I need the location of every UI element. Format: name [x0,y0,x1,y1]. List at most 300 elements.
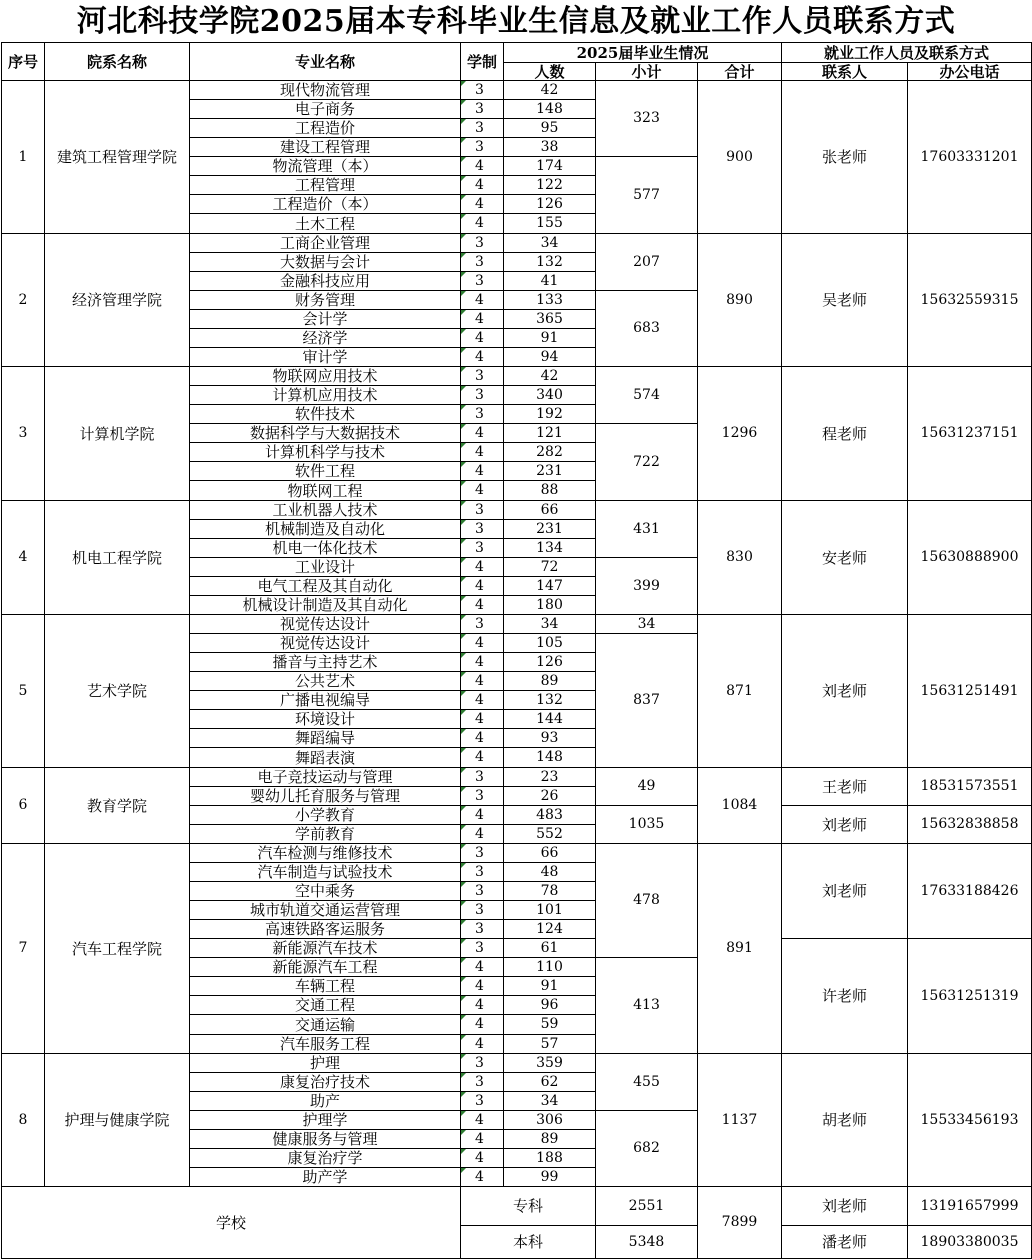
cell-marker-icon [461,996,466,1001]
dept-total: 830 [726,549,753,565]
major-count: 134 [536,539,563,556]
major-years: 3 [475,138,484,155]
grid-line [907,233,908,367]
cell-marker-icon [461,386,466,391]
cell-marker-icon [461,539,466,544]
cell-marker-icon [461,272,466,277]
major-count: 59 [540,1016,559,1032]
major-count: 483 [536,806,563,823]
major-years: 4 [475,348,484,365]
dept-name: 护理与健康学院 [64,1111,170,1129]
contact-name: 刘老师 [821,682,867,700]
header-dept: 院系名称 [86,52,147,71]
major-name: 工业机器人技术 [272,501,378,519]
header-seq: 序号 [7,52,38,71]
header-count: 人数 [534,62,565,80]
cell-marker-icon [461,329,466,334]
major-count: 93 [540,729,559,746]
contact-name: 王老师 [821,777,867,796]
major-count: 148 [536,100,563,117]
grid-line [781,767,782,844]
subtotal-value: 34 [637,615,656,632]
grid-line [697,62,698,81]
contact-phone: 17603331201 [920,148,1019,165]
major-name: 高速铁路客运服务 [264,920,385,938]
grid-line [44,614,45,768]
major-name: 机械设计制造及其自动化 [242,596,408,614]
major-years: 4 [475,1168,484,1185]
major-name: 工程管理 [294,176,355,194]
major-years: 4 [475,596,484,613]
major-years: 4 [475,729,484,746]
major-count: 144 [536,710,563,727]
major-count: 126 [536,653,563,670]
grid-line [697,233,698,367]
grid-line [189,843,190,1054]
cell-marker-icon [461,138,466,143]
major-years: 3 [475,939,484,956]
grid-line [595,843,596,1054]
cell-marker-icon [461,81,466,86]
major-years: 3 [475,100,484,117]
major-name: 物联网工程 [287,481,363,500]
major-count: 23 [540,768,559,785]
major-count: 89 [540,1130,559,1147]
major-years: 4 [475,977,484,994]
cell-marker-icon [461,520,466,525]
contact-name: 安老师 [821,548,867,567]
grid-line [907,500,908,615]
major-count: 231 [536,520,563,537]
major-count: 38 [540,138,559,155]
major-years: 4 [475,291,484,308]
dept-name: 计算机学院 [79,424,155,443]
grid-line [189,500,190,615]
major-name: 数据科学与大数据技术 [249,424,400,442]
major-name: 物联网应用技术 [272,367,378,385]
major-count: 91 [540,329,559,346]
subtotal-value: 431 [633,520,660,537]
major-name: 工程造价 [294,119,355,137]
major-count: 61 [540,939,559,956]
grid-line [503,80,504,234]
contact-name: 刘老师 [821,815,867,834]
major-count: 552 [536,825,563,842]
dept-name: 经济管理学院 [71,291,162,309]
major-count: 88 [540,482,559,498]
subtotal-value: 683 [633,320,660,336]
grid-line [907,80,908,234]
cell-marker-icon [461,462,466,467]
major-name: 助产学 [302,1168,348,1186]
major-count: 121 [536,424,563,441]
contact-name: 程老师 [821,424,867,443]
grid-line [460,767,461,844]
dept-seq: 3 [18,425,28,441]
major-name: 土木工程 [294,214,355,233]
cell-marker-icon [461,405,466,410]
cell-marker-icon [461,367,466,372]
grid-line [44,42,45,81]
major-name: 空中乘务 [294,882,355,900]
grid-line [781,500,782,615]
major-years: 3 [475,901,484,918]
major-years: 4 [475,577,484,594]
cell-marker-icon [461,176,466,181]
dept-total: 891 [726,940,753,956]
major-name: 财务管理 [294,291,355,309]
grid-line [697,366,698,501]
major-count: 72 [540,558,559,575]
cell-marker-icon [461,1168,466,1173]
major-name: 工商企业管理 [279,234,370,252]
major-name: 康复治疗技术 [279,1073,370,1091]
cell-marker-icon [461,1149,466,1154]
dept-name: 机电工程学院 [71,548,162,567]
major-years: 3 [475,272,484,289]
grid-line [907,366,908,501]
major-name: 经济学 [302,329,348,347]
subtotal-value: 1035 [628,816,665,832]
major-years: 4 [475,1016,484,1032]
major-count: 66 [540,844,559,861]
school-level: 专科 [512,1197,543,1215]
major-name: 大数据与会计 [279,253,370,271]
major-years: 4 [475,749,484,765]
dept-seq: 5 [18,682,28,699]
major-name: 新能源汽车技术 [272,939,378,957]
page-title: 河北科技学院2025届本专科毕业生信息及就业工作人员联系方式 [76,4,956,39]
major-count: 148 [536,749,563,765]
major-count: 101 [536,901,563,918]
dept-seq: 7 [18,940,28,956]
major-years: 3 [475,863,484,880]
major-count: 66 [540,501,559,518]
major-count: 132 [536,253,563,270]
major-years: 4 [475,482,484,498]
major-name: 会计学 [302,310,348,328]
major-years: 4 [475,157,484,174]
cell-marker-icon [461,577,466,582]
contact-phone: 17633188426 [920,882,1019,899]
grid-line [595,233,596,367]
grid-line [460,1186,461,1259]
cell-marker-icon [461,291,466,296]
major-count: 192 [536,405,563,422]
major-name: 环境设计 [294,710,355,728]
contact-phone: 15533456193 [920,1111,1019,1128]
cell-marker-icon [461,958,466,963]
cell-marker-icon [461,844,466,849]
major-years: 3 [475,1092,484,1109]
major-name: 视觉传达设计 [279,615,370,633]
major-count: 282 [536,443,563,460]
major-count: 57 [540,1035,559,1052]
dept-total: 1296 [721,425,758,441]
grid-line [907,614,908,768]
dept-seq: 1 [18,148,28,165]
major-years: 3 [475,882,484,899]
subtotal-value: 207 [633,253,660,270]
cell-marker-icon [461,653,466,658]
grid-line [460,233,461,367]
grid-line [697,1186,698,1259]
school-phone: 13191657999 [920,1197,1019,1214]
major-years: 4 [475,710,484,727]
major-name: 软件技术 [294,405,355,423]
major-count: 180 [536,596,563,613]
major-years: 3 [475,501,484,518]
major-name: 物流管理（本） [272,157,378,175]
major-count: 340 [536,386,563,403]
grid-line [595,767,596,844]
grid-line [460,1225,698,1226]
major-count: 188 [536,1149,563,1166]
major-name: 机电一体化技术 [272,539,378,557]
major-count: 34 [540,234,559,251]
major-years: 4 [475,672,484,689]
major-name: 健康服务与管理 [272,1130,378,1148]
grid-line [44,767,45,844]
cell-marker-icon [461,615,466,620]
major-name: 公共艺术 [294,672,355,690]
major-name: 工业设计 [294,558,355,576]
major-years: 4 [475,310,484,327]
cell-marker-icon [461,729,466,734]
cell-marker-icon [461,768,466,773]
major-count: 94 [540,348,559,365]
grid-line [697,614,698,768]
grid-line [907,1053,908,1187]
major-years: 4 [475,1035,484,1052]
major-name: 护理学 [302,1111,348,1129]
major-count: 133 [536,291,563,308]
cell-marker-icon [461,939,466,944]
major-count: 124 [536,920,563,937]
major-years: 3 [475,405,484,422]
contact-phone: 15632559315 [920,291,1019,308]
header-total: 合计 [724,62,755,80]
grid-line [44,843,45,1054]
grid-line [189,767,190,844]
major-name: 视觉传达设计 [279,634,370,652]
major-years: 3 [475,1073,484,1090]
school-count: 5348 [628,1233,665,1250]
contact-phone: 15631251491 [920,682,1019,699]
cell-marker-icon [461,481,466,486]
dept-total: 890 [726,291,753,308]
grid-line [907,843,908,1054]
grid-line [44,1053,45,1187]
major-count: 126 [536,195,563,212]
cell-marker-icon [461,558,466,563]
grid-line [189,614,190,768]
major-name: 新能源汽车工程 [272,958,378,976]
cell-marker-icon [461,748,466,753]
major-name: 工程造价（本） [272,195,378,213]
major-years: 3 [475,615,484,632]
major-name: 助产 [309,1092,340,1110]
cell-marker-icon [461,157,466,162]
grid-line [781,366,782,501]
major-years: 4 [475,329,484,346]
grid-line [697,767,698,844]
major-count: 231 [536,462,563,479]
major-count: 91 [540,977,559,994]
major-years: 3 [475,119,484,136]
major-years: 4 [475,558,484,575]
cell-marker-icon [461,596,466,601]
grid-line [460,42,461,81]
major-years: 4 [475,443,484,460]
contact-name: 张老师 [821,148,867,166]
cell-marker-icon [461,1130,466,1135]
major-years: 4 [475,1111,484,1128]
subtotal-value: 837 [633,692,660,708]
major-years: 3 [475,81,484,98]
major-name: 护理 [309,1054,340,1072]
grid-line [460,1053,461,1187]
major-years: 4 [475,634,484,651]
major-count: 78 [540,882,559,899]
subtotal-value: 413 [633,997,660,1013]
cell-marker-icon [461,100,466,105]
cell-marker-icon [461,501,466,506]
cell-marker-icon [461,1073,466,1078]
school-label: 学校 [215,1213,246,1232]
grid-line [697,843,698,1054]
header-major: 专业名称 [294,52,355,71]
major-count: 122 [536,176,563,193]
grid-line [503,843,504,1054]
major-years: 4 [475,996,484,1013]
major-count: 95 [540,119,559,136]
grid-line [503,767,504,844]
subtotal-value: 399 [633,577,660,594]
grid-line [460,614,461,768]
major-years: 4 [475,825,484,842]
grid-line [189,1053,190,1187]
major-name: 电子竞技运动与管理 [257,768,393,786]
header-staff-group: 就业工作人员及联系方式 [823,43,989,62]
header-years: 学制 [466,52,497,71]
contact-phone: 15632838858 [920,816,1019,832]
major-name: 机械制造及自动化 [264,520,385,538]
dept-seq: 4 [18,549,28,565]
dept-total: 1137 [721,1111,758,1128]
cell-marker-icon [461,1054,466,1059]
dept-total: 900 [726,148,753,165]
grid-line [44,366,45,501]
cell-marker-icon [461,825,466,830]
grid-line [781,80,782,234]
cell-marker-icon [461,234,466,239]
major-name: 计算机科学与技术 [264,443,385,461]
contact-name: 胡老师 [821,1111,867,1129]
school-total: 7899 [721,1214,758,1230]
grid-line [907,767,908,844]
major-name: 建设工程管理 [279,138,370,156]
major-name: 交通工程 [294,996,355,1014]
major-years: 4 [475,176,484,193]
contact-name: 刘老师 [821,882,867,900]
contact-phone: 15631237151 [920,425,1019,441]
grid-line [503,366,504,501]
subtotal-value: 574 [633,386,660,403]
cell-marker-icon [461,710,466,715]
contact-phone: 18531573551 [920,778,1019,794]
grid-line [595,614,596,768]
major-name: 电子商务 [294,100,355,118]
grid-line [781,614,782,768]
grid-line [595,80,596,234]
grid-line [189,42,190,81]
grid-line [460,500,461,615]
header-phone: 办公电话 [939,62,1000,80]
major-years: 3 [475,1054,484,1071]
cell-marker-icon [461,634,466,639]
dept-seq: 2 [18,291,28,308]
contact-name: 吴老师 [821,291,867,309]
subtotal-value: 323 [633,110,660,126]
cell-marker-icon [461,348,466,353]
cell-marker-icon [461,672,466,677]
dept-name: 建筑工程管理学院 [56,148,177,166]
cell-marker-icon [461,920,466,925]
subtotal-value: 577 [633,186,660,203]
subtotal-value: 722 [633,453,660,470]
major-count: 41 [540,272,559,289]
grid-line [503,614,504,768]
major-years: 4 [475,691,484,708]
header-grad-group: 2025届毕业生情况 [576,43,709,62]
major-years: 3 [475,768,484,785]
major-name: 汽车制造与试验技术 [257,863,393,881]
major-count: 110 [536,958,563,975]
grid-line [781,1186,782,1259]
school-phone: 18903380035 [920,1233,1019,1250]
major-years: 4 [475,462,484,479]
dept-seq: 6 [18,797,28,813]
grid-line [189,366,190,501]
major-count: 155 [536,215,563,231]
grid-line [503,233,504,367]
major-name: 金融科技应用 [279,272,370,290]
major-count: 62 [540,1073,559,1090]
school-contact: 潘老师 [821,1233,867,1251]
major-count: 306 [536,1111,563,1128]
grid-line [1,1258,1032,1259]
dept-total: 1084 [721,797,758,813]
grid-line [781,42,782,81]
header-contact: 联系人 [821,62,867,80]
major-count: 105 [536,634,563,651]
major-name: 汽车检测与维修技术 [257,844,393,862]
dept-name: 艺术学院 [86,682,147,700]
cell-marker-icon [461,787,466,792]
major-years: 4 [475,653,484,670]
major-years: 3 [475,367,484,384]
major-count: 48 [540,863,559,880]
grid-line [595,366,596,501]
major-years: 4 [475,424,484,441]
major-name: 现代物流管理 [279,81,370,99]
major-count: 174 [536,157,563,174]
major-years: 4 [475,806,484,823]
major-name: 城市轨道交通运营管理 [249,901,400,919]
major-years: 3 [475,787,484,804]
major-count: 359 [536,1054,563,1071]
